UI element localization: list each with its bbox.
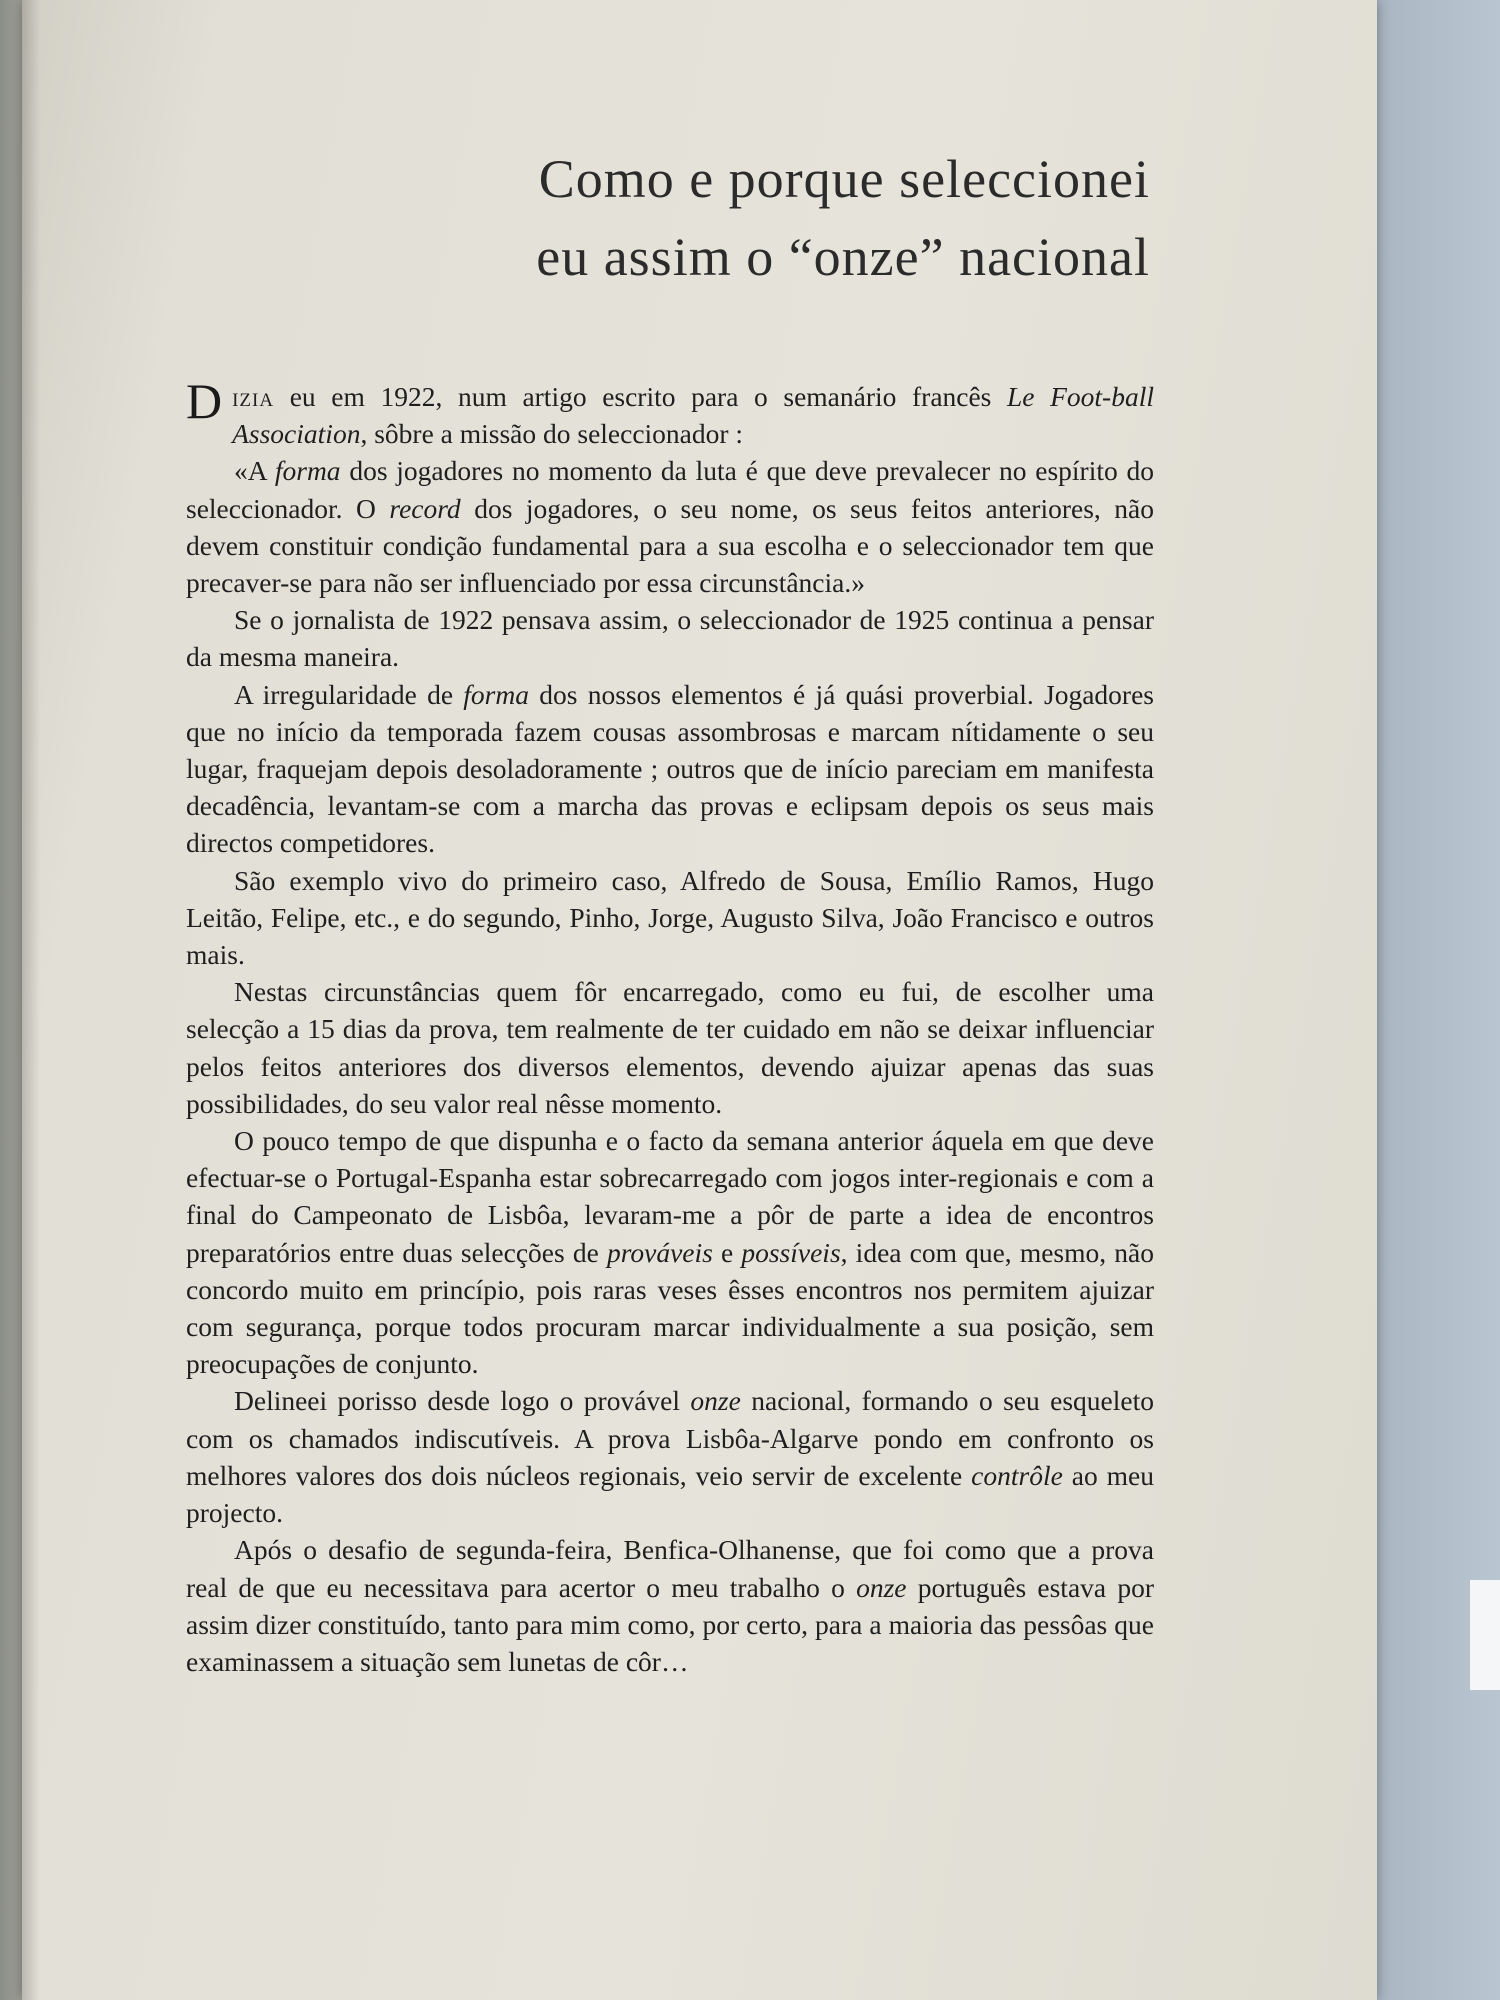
p2-em-forma: forma [274, 455, 341, 487]
p8-em-controle: contrôle [971, 1459, 1063, 1491]
p8-text-c: ao meu projecto. [186, 1459, 1154, 1529]
p2-text-b: dos jogadores no momento da luta é que deve prevalecer no espírito do seleccionador. O [186, 455, 1154, 524]
paragraph-1 [186, 373, 1154, 452]
p7-text-c: , idea com que, mesmo, não concordo muito em princípio, pois raras veses êsses encontros nos permitem ajuizar com segurança, porque todos procuram marcar individualmente a sua posição, sem preocupações de conjunto. [186, 1236, 1154, 1380]
paragraph-2 [186, 452, 1154, 601]
p9-text-b: português estava por assim dizer constituído, tanto para mim como, por certo, para a maioria das pessôas que examinassem a situação sem lunetas de côr… [186, 1571, 1154, 1677]
p7-text-b: e [712, 1236, 742, 1268]
p1-publication: Le Foot-ball Association [232, 381, 1154, 450]
p2-text-c: dos jogadores, o seu nome, os seus feitos anteriores, não devem constituir condição fundamental para a sua escolha e o seleccionador tem que precaver-se para não ser influenciado por essa circunstância.» [186, 492, 1154, 599]
paragraph-6: Nestas circunstâncias quem fôr encarregado, como eu fui, de escolher uma selecção a 15 dias da prova, tem realmente de ter cuidado em não se deixar influenciar pelos feitos anteriores dos diversos elementos, devendo ajuizar apenas das suas possibilidades, do seu valor real nêsse momento. [186, 976, 1154, 1119]
p8-text-b: nacional, formando o seu esqueleto com os chamados indiscutíveis. A prova Lisbôa-Algarve pondo em confronto os melhores valores dos dois núcleos regionais, veio servir de excelente [186, 1385, 1154, 1491]
p8-text-a: Delineei porisso desde logo o provável [234, 1385, 691, 1417]
p2-em-record: record [389, 492, 461, 524]
p1-text-a: eu em 1922, num artigo escrito para o semanário francês [274, 381, 1007, 412]
article-title [470, 140, 1150, 296]
drop-cap: D [186, 373, 223, 429]
p7-text-a: O pouco tempo de que dispunha e o facto da semana anterior áquela em que deve efectuar-se o Portugal-Espanha estar sobrecarregado com jogos inter-regionais e com a final do Campeonato de Lisbôa, levaram-me a pôr de parte a idea de encontros preparatórios entre duas selecções de [186, 1125, 1154, 1268]
p9-text-a: Após o desafio de segunda-feira, Benfica-Olhanense, que foi como que a prova real de que eu necessitava para acertor o meu trabalho o [186, 1534, 1154, 1603]
paragraph-9 [186, 1531, 1154, 1680]
paragraph-7 [186, 1122, 1154, 1382]
p8-em-onze: onze [690, 1385, 741, 1417]
background-right [1360, 0, 1500, 2000]
article-body [186, 373, 1154, 1680]
paragraph-3: Se o jornalista de 1922 pensava assim, o seleccionador de 1925 continua a pensar da mesma maneira. [186, 604, 1154, 673]
p4-text-b: dos nossos elementos é já quási proverbial. Jogadores que no início da temporada fazem cousas assombrosas e marcam nítidamente o seu lugar, fraquejam depois desoladoramente ; outros que de início pareciam em manifesta decadência, levantam-se com a marcha das provas e eclipsam depois os seus mais directos competidores. [186, 678, 1154, 859]
p2-text-a: «A [234, 455, 275, 487]
p4-text-a: A irregularidade de [234, 678, 464, 710]
bleed-through-reverse [197, 110, 259, 340]
p7-em-provaveis: prováveis [606, 1236, 713, 1268]
title-line-1: Como e porque seleccionei [538, 149, 1150, 209]
p4-em-forma: forma [463, 678, 529, 710]
p7-em-possiveis: possíveis [741, 1236, 841, 1268]
paragraph-4 [186, 676, 1154, 862]
title-line-2: eu assim o “onze” nacional [536, 227, 1150, 287]
page-fold-shadow [22, 0, 40, 2000]
first-word: izia [232, 381, 275, 412]
p1-text-b: , sôbre a missão do seleccionador : [360, 418, 744, 450]
paragraph-8 [186, 1382, 1154, 1531]
p9-em-onze: onze [856, 1571, 907, 1603]
paragraph-5: São exemplo vivo do primeiro caso, Alfredo de Sousa, Emílio Ramos, Hugo Leitão, Felipe, etc., e do segundo, Pinho, Jorge, Augusto Silva, João Francisco e outros mais. [186, 864, 1154, 971]
background-light-patch [1470, 1580, 1500, 1690]
